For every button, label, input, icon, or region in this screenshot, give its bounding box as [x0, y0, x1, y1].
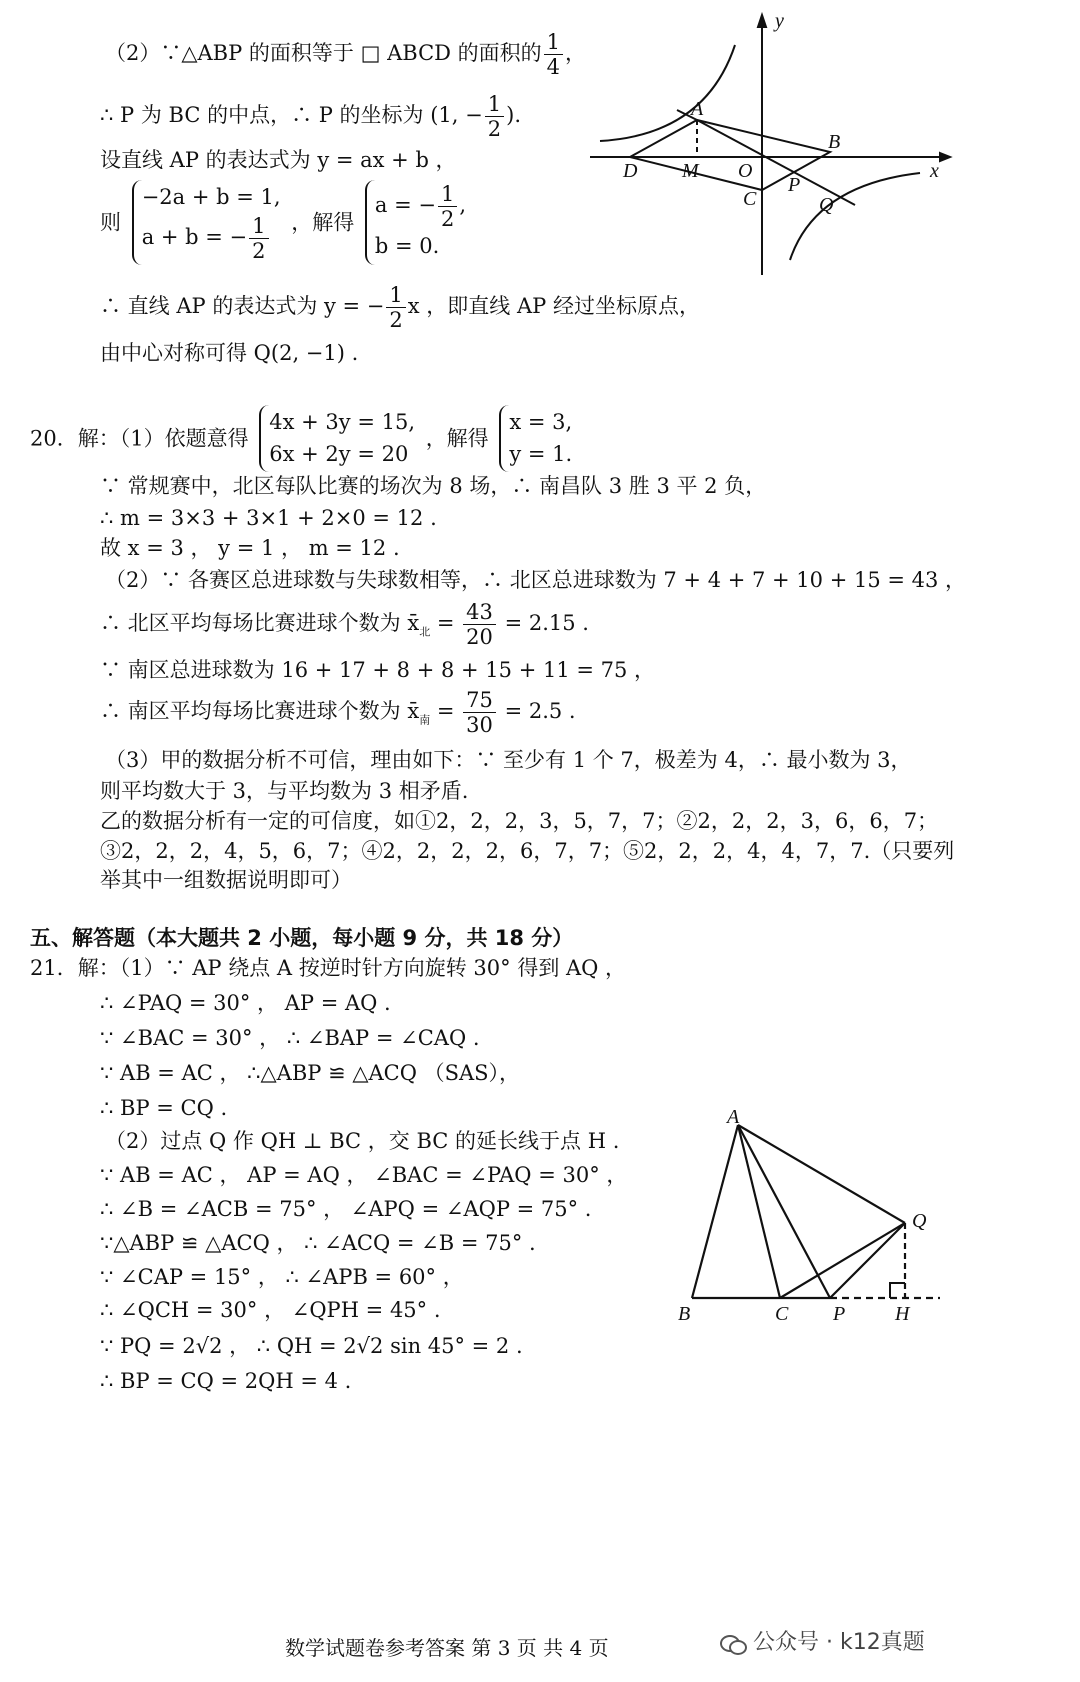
page-footer: 数学试题卷参考答案 第 3 页 共 4 页	[285, 1636, 609, 1660]
q20-line-7: ∵ 南区总进球数为 16 + 17 + 8 + 8 + 15 + 11 = 75 ，	[100, 658, 656, 682]
q19-system-line: 则 −2a + b = 1, a + b = − $\frac{1}{2}$ ，解得 a = − $\frac{1}{2}$ , b = 0.	[100, 180, 470, 265]
q19-line-6: 由中心对称可得 Q(2, −1) .	[100, 341, 359, 365]
right-angle-mark	[890, 1283, 905, 1298]
segment-ab	[692, 1125, 738, 1298]
q20-line-3: ∴ m = 3×3 + 3×1 + 2×0 = 12 .	[100, 506, 437, 530]
q20-line-10: 则平均数大于 3，与平均数为 3 相矛盾.	[100, 779, 469, 803]
q19-line-3: 设直线 AP 的表达式为 y = ax + b ，	[100, 148, 457, 172]
solution-system: x = 3, y = 1.	[499, 405, 572, 472]
q20-line-13: 举其中一组数据说明即可）	[100, 868, 352, 892]
label-b: B	[678, 1303, 691, 1325]
triangle-figure	[670, 1105, 960, 1335]
q20-line-12: ③2，2，2，4，5，6，7；④2，2，2，2，6，7，7；⑤2，2，2，4，4，7，7.（只要列	[100, 839, 955, 863]
wechat-icon	[720, 1633, 746, 1653]
solution-system: a = − $\frac{1}{2}$ , b = 0.	[365, 180, 466, 265]
q19-line-2: ∴ P 为 BC 的中点，∴ P 的坐标为 (1, − $\frac{1}{2}$ ).	[100, 92, 521, 142]
x-axis-arrow	[940, 153, 950, 161]
label-a: A	[727, 1106, 740, 1128]
coordinate-figure	[585, 5, 955, 280]
label-x: x	[930, 160, 939, 182]
q20-line-5: （2）∵ 各赛区总进球数与失球数相等，∴ 北区总进球数为 7 + 4 + 7 + 10 + 15 = 43 ，	[105, 568, 967, 592]
label-d: D	[623, 160, 638, 182]
watermark: 公众号 · k12真题	[720, 1625, 925, 1656]
q20-line-8: ∴ 南区平均每场比赛进球个数为 $x̄_南$ = $\frac{75}{30}$ = 2.5 .	[100, 688, 576, 738]
hyperbola-left	[600, 45, 735, 141]
label-q: Q	[912, 1210, 927, 1232]
q20-line-4: 故 x = 3 ， y = 1 ， m = 12 .	[100, 536, 400, 560]
section-heading: 五、解答题（本大题共 2 小题，每小题 9 分，共 18 分）	[30, 926, 574, 950]
q21-line-7: ∵ AB = AC ， AP = AQ ， ∠BAC = ∠PAQ = 30° ，	[100, 1163, 628, 1187]
q21-line-11: ∴ ∠QCH = 30° ， ∠QPH = 45° .	[100, 1298, 441, 1322]
q21-line-2: ∴ ∠PAQ = 30° ， AP = AQ .	[100, 991, 391, 1015]
q20-line-9: （3）甲的数据分析不可信，理由如下：∵ 至少有 1 个 7，极差为 4，∴ 最小数为 3，	[105, 748, 912, 772]
hyperbola-right	[790, 173, 920, 260]
fraction: $\frac{1}{2}$	[485, 92, 504, 141]
segment-ac	[738, 1125, 780, 1298]
label-p: P	[788, 174, 801, 196]
label-p: P	[833, 1303, 846, 1325]
q21-line-9: ∵△ABP ≌ △ACQ ， ∴ ∠ACQ = ∠B = 75° .	[100, 1231, 536, 1255]
y-axis-arrow	[758, 15, 766, 27]
q20-line-6: ∴ 北区平均每场比赛进球个数为 $x̄_北$ = $\frac{43}{20}$ = 2.15 .	[100, 600, 589, 650]
label-y: y	[775, 10, 784, 32]
q21-line-4: ∵ AB = AC ， ∴△ABP ≌ △ACQ （SAS），	[100, 1061, 521, 1085]
q21-line-13: ∴ BP = CQ = 2QH = 4 .	[100, 1369, 352, 1393]
q21-line-3: ∵ ∠BAC = 30° ， ∴ ∠BAP = ∠CAQ .	[100, 1026, 480, 1050]
q19-line-5: ∴ 直线 AP 的表达式为 y = − $\frac{1}{2}$ x ，即直线 AP 经过坐标原点，	[100, 283, 700, 333]
label-q: Q	[819, 194, 834, 216]
label-m: M	[682, 160, 699, 182]
fraction: $\frac{1}{4}$	[544, 30, 563, 79]
q21-line-10: ∵ ∠CAP = 15° ， ∴ ∠APB = 60° ，	[100, 1265, 464, 1289]
label-c: C	[743, 188, 757, 210]
q20-line-2: ∵ 常规赛中，北区每队比赛的场次为 8 场，∴ 南昌队 3 胜 3 平 2 负，	[100, 474, 767, 498]
label-o: O	[738, 160, 753, 182]
q19-line-1: （2）∵△ABP 的面积等于 □ ABCD 的面积的 $\frac{1}{4}$ ，	[105, 30, 587, 80]
equation-system: −2a + b = 1, a + b = − $\frac{1}{2}$	[132, 180, 281, 265]
q21-line-12: ∵ PQ = 2√2 ， ∴ QH = 2√2 sin 45° = 2 .	[100, 1334, 523, 1358]
equation-system: 4x + 3y = 15, 6x + 2y = 20	[259, 405, 415, 472]
q21-line-5: ∴ BP = CQ .	[100, 1096, 228, 1120]
label-c: C	[775, 1303, 789, 1325]
label-a: A	[691, 98, 704, 120]
q21-line-8: ∴ ∠B = ∠ACB = 75° ， ∠APQ = ∠AQP = 75° .	[100, 1197, 592, 1221]
q21-line-6: （2）过点 Q 作 QH ⊥ BC ，交 BC 的延长线于点 H .	[105, 1129, 620, 1153]
q21-line-1: 21．解：（1）∵ AP 绕点 A 按逆时针方向旋转 30° 得到 AQ ，	[30, 956, 627, 980]
q20-line-1: 20．解：（1）依题意得 4x + 3y = 15, 6x + 2y = 20 ，解得 x = 3, y = 1.	[30, 405, 576, 472]
q20-line-11: 乙的数据分析有一定的可信度，如①2，2，2，3，5，7，7；②2，2，2，3，6，6，7；	[100, 809, 939, 833]
label-h: H	[895, 1303, 910, 1325]
label-b: B	[828, 131, 841, 153]
